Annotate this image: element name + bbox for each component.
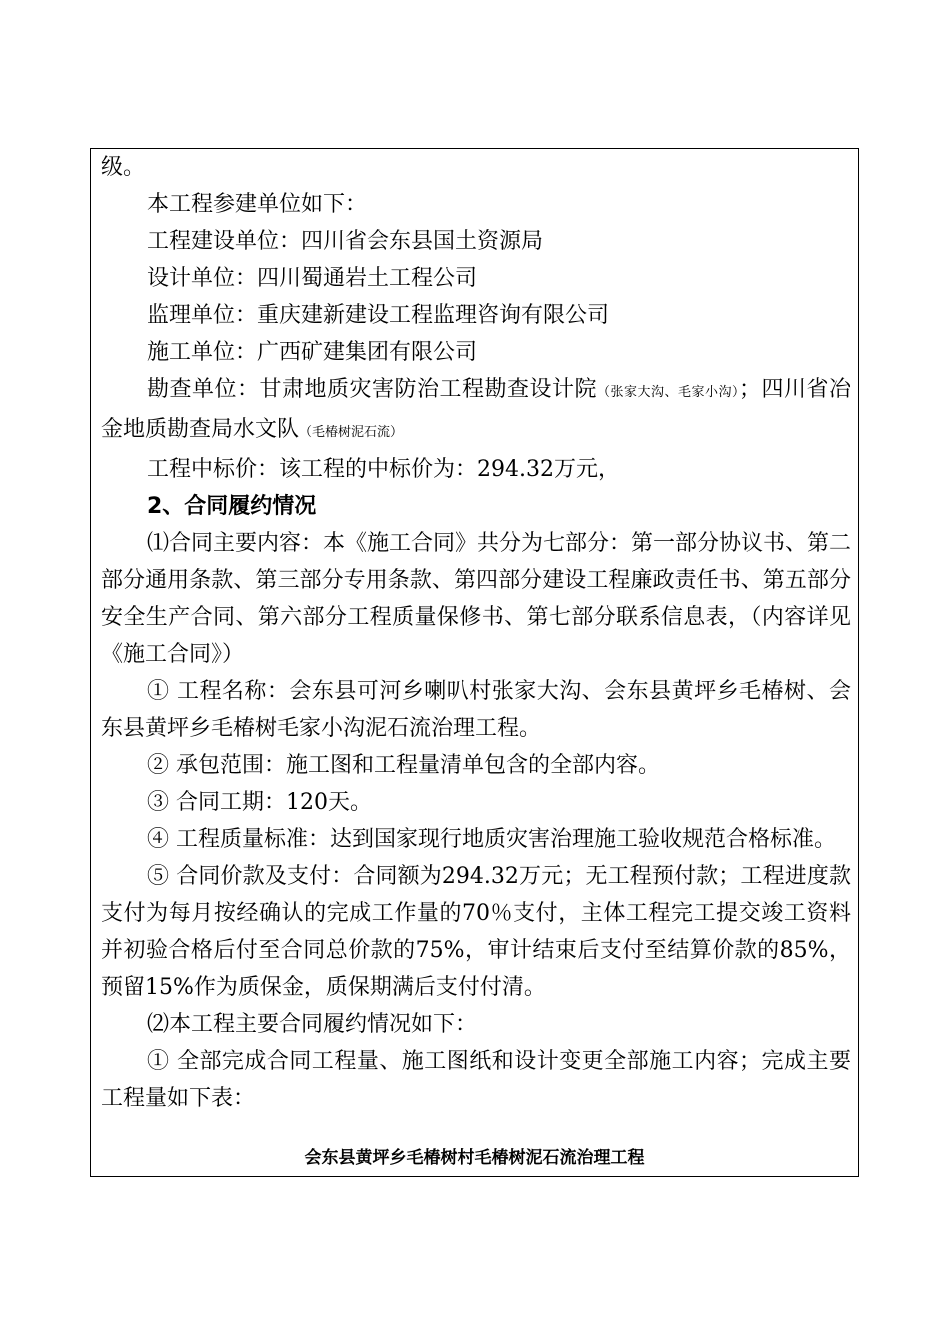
section-heading-contract-performance: 2、合同履约情况: [147, 494, 317, 519]
paragraph-scope: ② 承包范围：施工图和工程量清单包含的全部内容。: [147, 753, 660, 778]
paragraph-supervision-unit: 监理单位：重庆建新建设工程监理咨询有限公司: [147, 303, 610, 328]
paragraph-design-unit: 设计单位：四川蜀通岩土工程公司: [147, 266, 478, 291]
paragraph-quality-standard: ④ 工程质量标准：达到国家现行地质灾害治理施工验收规范合格标准。: [147, 827, 836, 852]
survey-unit-note-2: （毛椿树泥石流）: [299, 425, 404, 440]
paragraph-workload: ① 全部完成合同工程量、施工图纸和设计变更全部施工内容；完成主要工程量如下表：: [101, 1049, 851, 1111]
paragraph-construction-unit: 工程建设单位：四川省会东县国土资源局: [147, 229, 544, 254]
paragraph-continuation: 级。: [101, 155, 146, 180]
paragraph-bid-price: 工程中标价：该工程的中标价为：294.32万元，: [147, 457, 620, 482]
paragraph-payment: ⑤ 合同价款及支付：合同额为294.32万元；无工程预付款；工程进度款支付为每月按经确认的完成工作量的70％支付，主体工程完工提交竣工资料并初验合格后付至合同总价款的75%，审计结束后支付至结算价款的85%，预留15%作为质保金，质保期满后支付付清。: [101, 864, 851, 1000]
survey-unit-second: ；四川省冶金地质勘查局水文队: [101, 377, 851, 442]
paragraph-project-name: ① 工程名称：会东县可河乡喇叭村张家大沟、会东县黄坪乡毛椿树、会东县黄坪乡毛椿树毛家小沟泥石流治理工程。: [101, 679, 851, 741]
survey-unit-note-1: （张家大沟、毛家小沟）: [596, 385, 739, 400]
table-caption: 会东县黄坪乡毛椿树村毛椿树泥石流治理工程: [304, 1148, 645, 1168]
paragraph-survey-unit: [101, 371, 851, 451]
paragraph-contract-content: ⑴合同主要内容：本《施工合同》共分为七部分：第一部分协议书、第二部分通用条款、第三部分专用条款、第四部分建设工程廉政责任书、第五部分安全生产合同、第六部分工程质量保修书、第七部分联系信息表，（内容详见《施工合同》）: [101, 531, 852, 667]
paragraph-participants-intro: 本工程参建单位如下：: [147, 192, 368, 217]
document-body: [101, 149, 851, 1117]
paragraph-performance-intro: ⑵本工程主要合同履约情况如下：: [147, 1012, 478, 1037]
paragraph-contractor-unit: 施工单位：广西矿建集团有限公司: [147, 340, 478, 365]
paragraph-duration: ③ 合同工期：120天。: [147, 790, 372, 815]
document-frame: [90, 148, 859, 1177]
survey-unit-main: 勘查单位：甘肃地质灾害防治工程勘查设计院: [147, 377, 597, 402]
